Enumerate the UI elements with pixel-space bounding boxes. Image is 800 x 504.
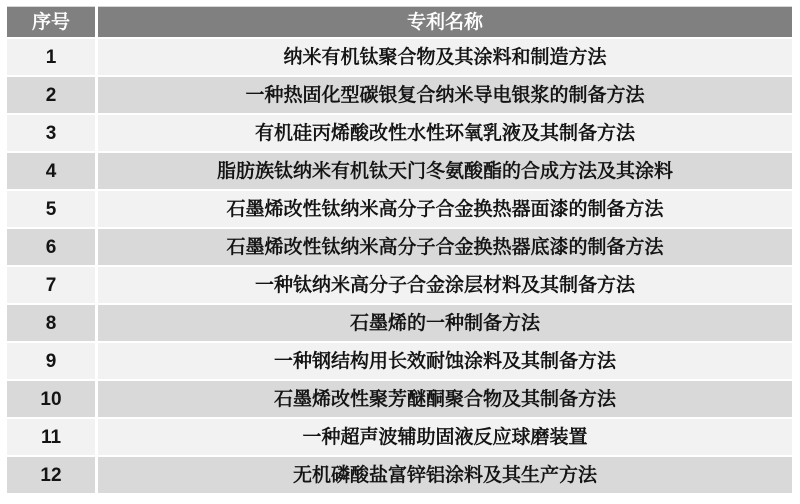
serial-cell: 10	[7, 381, 95, 417]
serial-cell: 8	[7, 305, 95, 341]
table-row	[7, 343, 792, 379]
patent-name-cell: 一种热固化型碳银复合纳米导电银浆的制备方法	[98, 77, 792, 113]
patent-name-cell: 石墨烯改性钛纳米高分子合金换热器底漆的制备方法	[98, 229, 792, 265]
table-row	[7, 191, 792, 227]
patent-name-cell: 脂肪族钛纳米有机钛天门冬氨酸酯的合成方法及其涂料	[98, 153, 792, 189]
table-row	[7, 419, 792, 455]
column-header-serial: 序号	[7, 6, 95, 37]
serial-cell: 2	[7, 77, 95, 113]
serial-cell: 7	[7, 267, 95, 303]
serial-cell: 3	[7, 115, 95, 151]
patent-name-cell: 纳米有机钛聚合物及其涂料和制造方法	[98, 39, 792, 75]
patent-name-cell: 一种超声波辅助固液反应球磨装置	[98, 419, 792, 455]
patent-name-cell: 石墨烯的一种制备方法	[98, 305, 792, 341]
patent-name-cell: 一种钢结构用长效耐蚀涂料及其制备方法	[98, 343, 792, 379]
column-header-patent-name: 专利名称	[98, 6, 792, 37]
patent-name-cell: 一种钛纳米高分子合金涂层材料及其制备方法	[98, 267, 792, 303]
patent-name-cell: 石墨烯改性钛纳米高分子合金换热器面漆的制备方法	[98, 191, 792, 227]
patent-table	[7, 6, 792, 493]
table-row	[7, 153, 792, 189]
table-row	[7, 457, 792, 493]
patent-name-cell: 无机磷酸盐富锌铝涂料及其生产方法	[98, 457, 792, 493]
serial-cell: 12	[7, 457, 95, 493]
table-row	[7, 381, 792, 417]
serial-cell: 11	[7, 419, 95, 455]
table-row	[7, 229, 792, 265]
table-row	[7, 305, 792, 341]
serial-cell: 9	[7, 343, 95, 379]
serial-cell: 5	[7, 191, 95, 227]
table-row	[7, 77, 792, 113]
patent-name-cell: 有机硅丙烯酸改性水性环氧乳液及其制备方法	[98, 115, 792, 151]
patent-name-cell: 石墨烯改性聚芳醚酮聚合物及其制备方法	[98, 381, 792, 417]
serial-cell: 1	[7, 39, 95, 75]
table-row	[7, 39, 792, 75]
table-header-row	[7, 6, 792, 37]
table-row	[7, 115, 792, 151]
serial-cell: 6	[7, 229, 95, 265]
table-row	[7, 267, 792, 303]
serial-cell: 4	[7, 153, 95, 189]
